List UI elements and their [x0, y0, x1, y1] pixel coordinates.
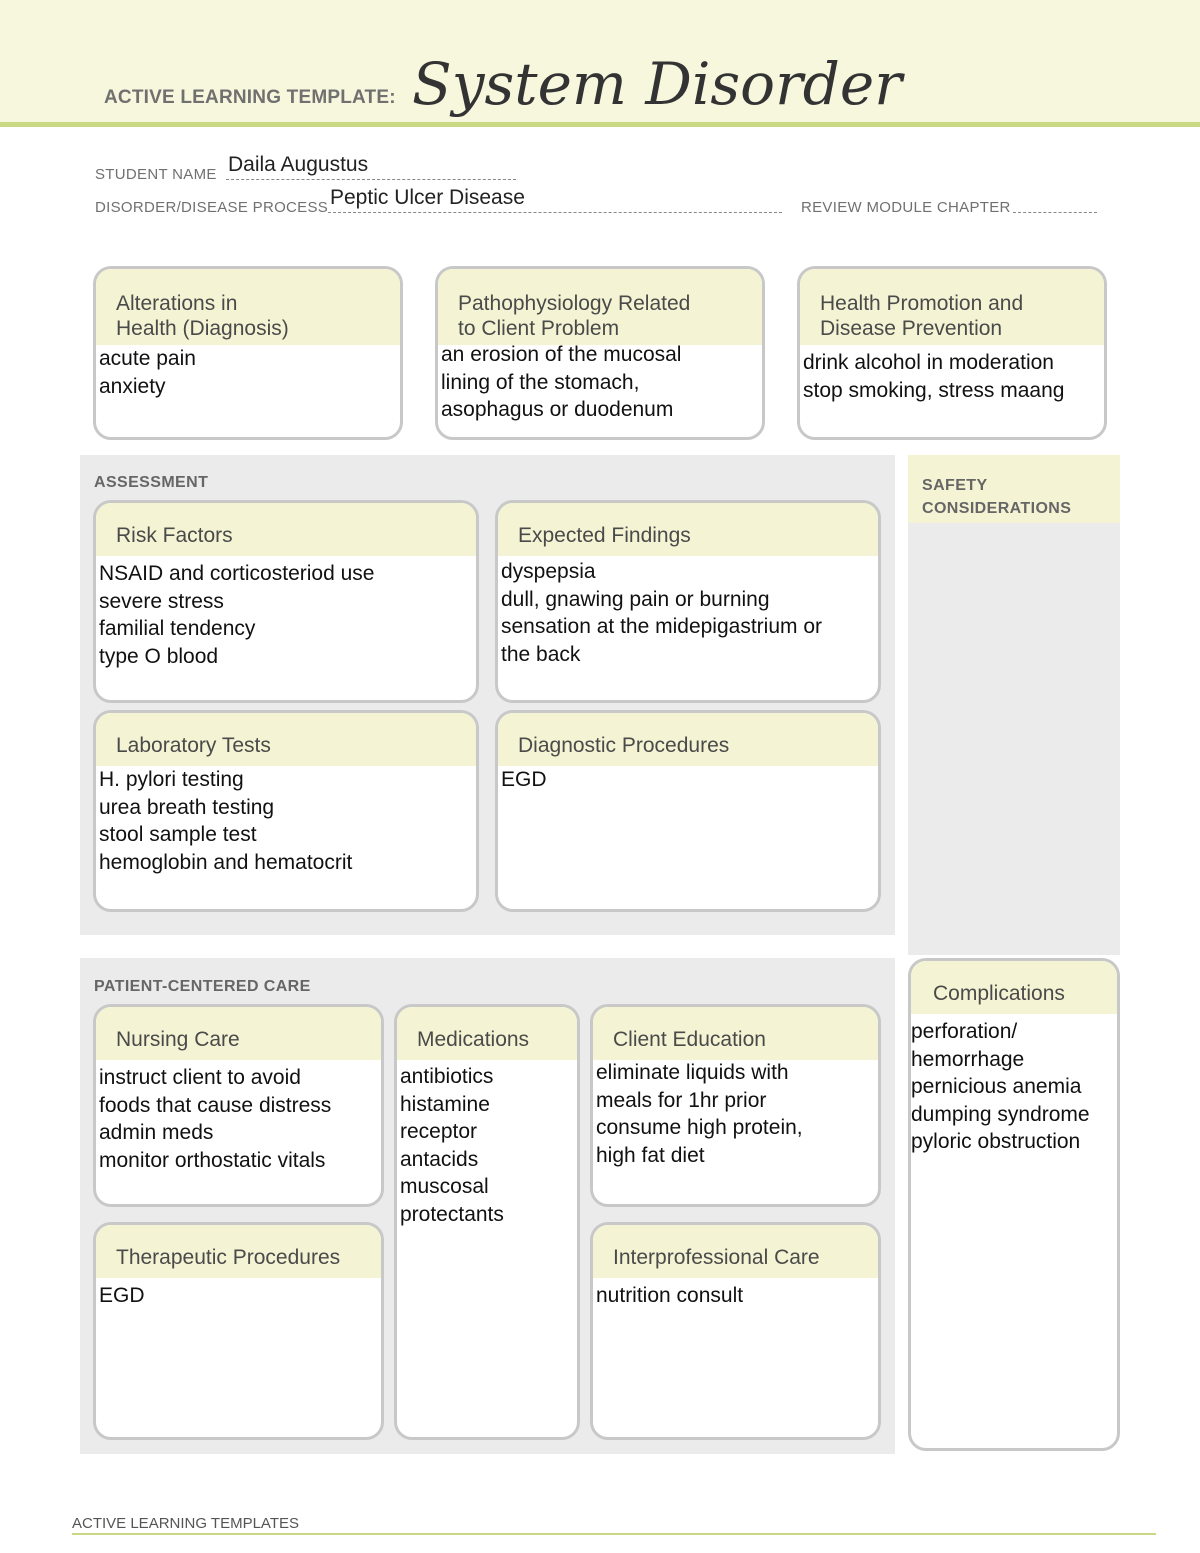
header-rule [0, 122, 1200, 127]
laboratory-tests-body[interactable]: H. pylori testing urea breath testing stool sample test hemoglobin and hematocrit [99, 768, 353, 874]
risk-factors-title: Risk Factors [96, 503, 476, 556]
expected-findings-title: Expected Findings [498, 503, 878, 556]
client-education-body[interactable]: eliminate liquids with meals for 1hr prior consume high protein, high fat diet [596, 1061, 803, 1167]
complications-card [908, 958, 1120, 1451]
client-education-title: Client Education [593, 1007, 878, 1060]
footer-text: ACTIVE LEARNING TEMPLATES [72, 1515, 299, 1532]
expected-findings-card [495, 500, 881, 703]
safety-considerations-label: SAFETY CONSIDERATIONS [922, 477, 1072, 517]
disorder-label: DISORDER/DISEASE PROCESS [95, 199, 329, 216]
diagnostic-procedures-title: Diagnostic Procedures [498, 713, 878, 766]
student-name-label: STUDENT NAME [95, 166, 217, 183]
interprofessional-care-title: Interprofessional Care [593, 1225, 878, 1278]
nursing-care-body[interactable]: instruct client to avoid foods that cause distress admin meds monitor orthostatic vitals [99, 1066, 332, 1172]
medications-card [394, 1004, 580, 1440]
diagnostic-procedures-body[interactable]: EGD [501, 768, 547, 791]
therapeutic-procedures-body[interactable]: EGD [99, 1284, 145, 1307]
disorder-value[interactable]: Peptic Ulcer Disease [330, 186, 525, 209]
therapeutic-procedures-title: Therapeutic Procedures [96, 1225, 381, 1278]
alterations-title: Alterations in Health (Diagnosis) [96, 269, 400, 345]
patient-centered-care-label: PATIENT-CENTERED CARE [94, 978, 311, 995]
pathophysiology-card [435, 266, 765, 440]
health-promotion-card [797, 266, 1107, 440]
health-promotion-title: Health Promotion and Disease Prevention [800, 269, 1104, 345]
alterations-card [93, 266, 403, 440]
client-education-card [590, 1004, 881, 1207]
therapeutic-procedures-card [93, 1222, 384, 1440]
header-label: ACTIVE LEARNING TEMPLATE: [104, 87, 396, 108]
risk-factors-card [93, 500, 479, 703]
nursing-care-card [93, 1004, 384, 1207]
laboratory-tests-title: Laboratory Tests [96, 713, 476, 766]
expected-findings-body[interactable]: dyspepsia dull, gnawing pain or burning sensation at the midepigastrium or the back [501, 560, 822, 666]
complications-body[interactable]: perforation/ hemorrhage pernicious anemia dumping syndrome pyloric obstruction [911, 1020, 1090, 1153]
medications-title: Medications [397, 1007, 577, 1060]
student-name-value[interactable]: Daila Augustus [228, 153, 369, 176]
complications-title: Complications [911, 961, 1117, 1014]
footer-rule [72, 1533, 1156, 1535]
disorder-underline [328, 212, 782, 213]
review-module-label: REVIEW MODULE CHAPTER [801, 199, 1011, 216]
nursing-care-title: Nursing Care [96, 1007, 381, 1060]
diagnostic-procedures-card [495, 710, 881, 912]
safety-panel [908, 455, 1120, 955]
pathophysiology-body[interactable]: an erosion of the mucosal lining of the stomach, asophagus or duodenum [441, 343, 682, 421]
page-title: System Disorder [412, 50, 902, 118]
medications-body[interactable]: antibiotics histamine receptor antacids muscosal protectants [400, 1065, 504, 1226]
laboratory-tests-card [93, 710, 479, 912]
assessment-label: ASSESSMENT [94, 474, 209, 491]
risk-factors-body[interactable]: NSAID and corticosteriod use severe stress familial tendency type O blood [99, 562, 375, 668]
interprofessional-care-card [590, 1222, 881, 1440]
pathophysiology-title: Pathophysiology Related to Client Problem [438, 269, 762, 345]
health-promotion-body[interactable]: drink alcohol in moderation stop smoking, stress maang [803, 351, 1065, 402]
interprofessional-care-body[interactable]: nutrition consult [596, 1284, 744, 1307]
student-name-underline [226, 179, 516, 180]
alterations-body[interactable]: acute pain anxiety [99, 347, 196, 398]
review-module-underline [1013, 212, 1097, 213]
